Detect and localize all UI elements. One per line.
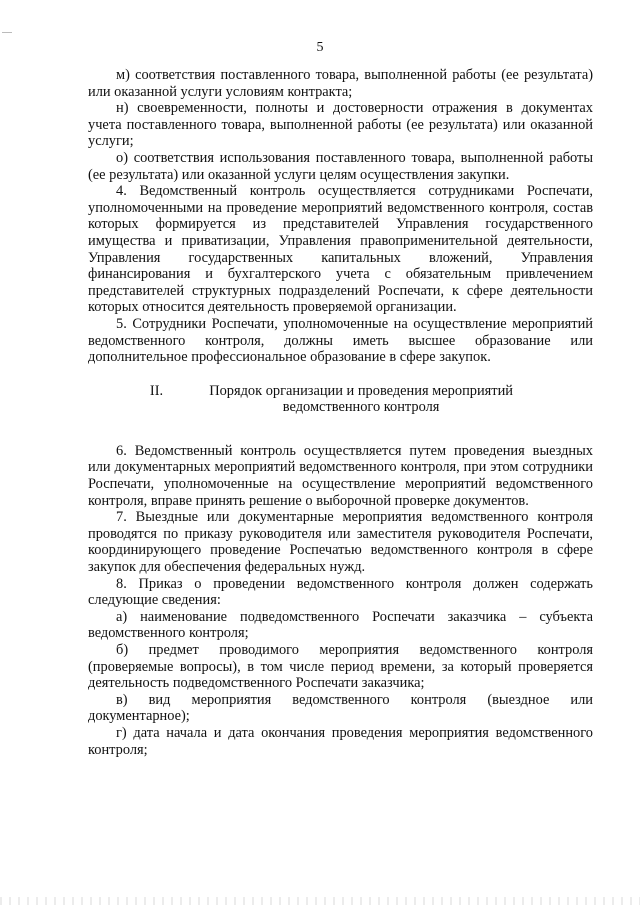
paragraph-n: н) своевременности, полноты и достоверности отражения в документах учета поставленного товара, выполненной работы (ее результата) или оказанной услуги; bbox=[88, 100, 593, 150]
page-number: 5 bbox=[316, 40, 324, 55]
document-body bbox=[88, 67, 593, 758]
paragraph-8v: в) вид мероприятия ведомственного контроля (выездное или документарное); bbox=[88, 691, 593, 725]
paragraph-4: 4. Ведомственный контроль осуществляется сотрудниками Роспечати, уполномоченными на проведение мероприятий ведомственного контроля, состав которых формируется из представителей Управления государственного имущества и приватизации, Управления правоприменительной деятельности, Управления государственных капитальных вложений, Управления финансирования и бухгалтерского учета с обязательным привлечением представителей структурных подразделений Роспечати, к сфере деятельности которых относится деятельность проверяемой организации. bbox=[88, 183, 593, 316]
paragraph-8: 8. Приказ о проведении ведомственного контроля должен содержать следующие сведения: bbox=[88, 575, 593, 609]
section-number: II. bbox=[149, 382, 164, 399]
section-title: Порядок организации и проведения мероприятий ведомственного контроля bbox=[209, 382, 513, 416]
scan-artifact bbox=[2, 32, 12, 33]
paragraph-8a: а) наименование подведомственного Роспечати заказчика – субъекта ведомственного контроля; bbox=[88, 608, 593, 642]
scan-edge-artifact bbox=[0, 897, 640, 905]
paragraph-7: 7. Выездные или документарные мероприятия ведомственного контроля проводятся по приказу руководителя или заместителя руководителя Роспечати, координирующего проведение Роспечатью ведомственного контроля в сфере закупок для обеспечения федеральных нужд. bbox=[88, 509, 593, 576]
paragraph-o: о) соответствия использования поставленного товара, выполненной работы (ее результата) или оказанной услуги целям осуществления закупки. bbox=[88, 149, 593, 183]
paragraph-5: 5. Сотрудники Роспечати, уполномоченные на осуществление мероприятий ведомственного контроля, должны иметь высшее образование или дополнительное профессиональное образование в сфере закупок. bbox=[88, 315, 593, 366]
paragraph-8b: б) предмет проводимого мероприятия ведомственного контроля (проверяемые вопросы), в том числе период времени, за который проверяется деятельность подведомственного Роспечати заказчика; bbox=[88, 642, 593, 692]
paragraph-m: м) соответствия поставленного товара, выполненной работы (ее результата) или оказанной услуги условиям контракта; bbox=[88, 67, 593, 100]
paragraph-6: 6. Ведомственный контроль осуществляется путем проведения выездных или документарных мероприятий ведомственного контроля, при этом сотрудники Роспечати, уполномоченные на осуществление мероприятий ведомственного контроля, вправе принять решение о выборочной проверке документов. bbox=[88, 442, 593, 509]
paragraph-8g: г) дата начала и дата окончания проведения мероприятия ведомственного контроля; bbox=[88, 724, 593, 758]
section-heading bbox=[88, 383, 593, 416]
